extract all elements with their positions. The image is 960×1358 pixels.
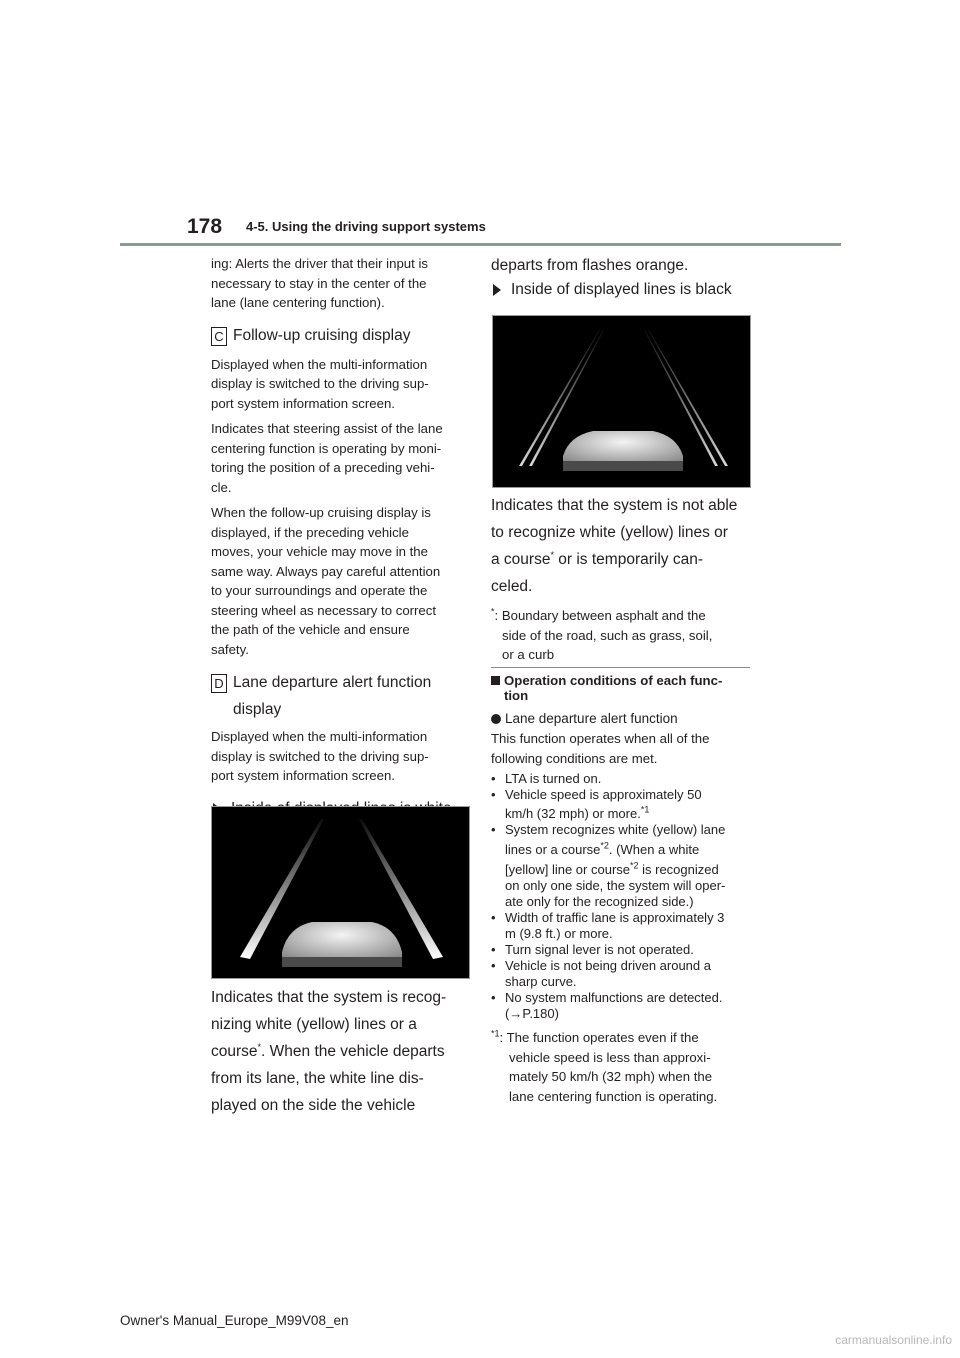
- list-item: • System recognizes white (yellow) lane lines or a course$^{*2}$. (When a white [yellow] line or course$^{*2}$ is recognized on only one side, the system will oper- ate only for the recognized side.): [491, 822, 726, 909]
- text-line: [491, 546, 756, 573]
- black-lines-illustration: [493, 316, 751, 488]
- lda-intro: [491, 729, 756, 768]
- text-span: [yellow] line or course: [505, 862, 630, 877]
- text-line: from its lane, the white line dis-: [211, 1070, 424, 1087]
- text-span: a course: [491, 551, 551, 568]
- footnote-mark: *: [491, 606, 495, 617]
- watermark: carmanualsonline.info: [835, 1333, 952, 1347]
- text-line: mately 50 km/h (32 mph) when the: [509, 1069, 713, 1084]
- text-span: km/h (32 mph) or more.: [505, 806, 641, 821]
- text-line: When the follow-up cruising display is: [211, 505, 431, 520]
- section-c-heading: [211, 322, 471, 349]
- lda-heading: [491, 711, 756, 726]
- white-lines-display-image: [211, 806, 470, 979]
- white-lines-illustration: [212, 807, 470, 979]
- section-d-heading: [211, 669, 471, 696]
- manual-footer: Owner's Manual_Europe_M99V08_en: [120, 1313, 349, 1328]
- bullet-black: [491, 281, 751, 299]
- op-heading: [491, 673, 756, 703]
- text-span: : Boundary between asphalt and the: [494, 608, 706, 623]
- text-line: same way. Always pay careful attention: [211, 563, 441, 579]
- list-item: • Vehicle is not being driven around a sharp curve.: [491, 958, 711, 989]
- text-line: lane centering function is operating.: [509, 1088, 718, 1104]
- text-span: ate only for the recognized side.): [505, 894, 694, 909]
- text-span: Vehicle speed is approximately 50: [505, 787, 702, 802]
- label-d-icon: D: [211, 674, 227, 693]
- list-item: • Vehicle speed is approximately 50 km/h (32 mph) or more.$^{*1}$: [491, 787, 702, 821]
- section-d-title: Lane departure alert function: [233, 674, 432, 691]
- square-bullet-icon: [491, 676, 500, 685]
- text-span: Width of traffic lane is approximately 3: [505, 910, 725, 925]
- text-line: following conditions are met.: [491, 750, 658, 766]
- text-span: Vehicle is not being driven around a: [505, 958, 711, 973]
- text-line: moves, your vehicle may move in the: [211, 544, 428, 559]
- text-line: port system information screen.: [211, 395, 395, 411]
- text-line: departs from flashes orange.: [491, 257, 689, 274]
- text-span: No system malfunctions are detected.: [505, 990, 723, 1005]
- left-column: [211, 254, 471, 818]
- text-line: [491, 1028, 756, 1048]
- text-line: Displayed when the multi-information: [211, 729, 428, 744]
- text-span: . When the vehicle departs: [261, 1043, 445, 1060]
- black-description: [491, 492, 756, 665]
- text-line: displayed, if the preceding vehicle: [211, 524, 409, 540]
- intro-line: necessary to stay in the center of the: [211, 275, 427, 291]
- black-lines-display-image: [492, 315, 751, 488]
- footnote-mark: *: [550, 549, 554, 560]
- text-span: is recognized: [638, 862, 719, 877]
- text-span: or is temporarily can-: [553, 551, 703, 568]
- label-c-icon: C: [211, 327, 227, 346]
- section-c-para-2: [211, 419, 471, 497]
- intro-line: lane (lane centering function).: [211, 295, 385, 310]
- section-c-para-1: [211, 355, 471, 414]
- footnote-mark: *2: [630, 860, 639, 871]
- text-line: to your surroundings and operate the: [211, 583, 428, 598]
- section-d-para-1: [211, 727, 471, 786]
- text-span: . (When a white: [608, 842, 700, 857]
- section-title: 4-5. Using the driving support systems: [246, 219, 486, 234]
- operation-conditions: [491, 673, 756, 1106]
- text-line: the path of the vehicle and ensure: [211, 622, 410, 637]
- bullet-black-text: Inside of displayed lines is black: [511, 281, 732, 298]
- text-line: display is switched to the driving sup-: [211, 376, 429, 391]
- text-line: Indicates that the system is recog-: [211, 989, 447, 1006]
- section-d-title-cont: display: [233, 701, 282, 718]
- text-line: to recognize white (yellow) lines or: [491, 524, 728, 541]
- list-item: • No system malfunctions are detected. (→P.180): [491, 990, 723, 1021]
- section-c-title: Follow-up cruising display: [233, 326, 411, 344]
- intro-line: ing: Alerts the driver that their input is: [211, 256, 428, 271]
- text-line: celed.: [491, 578, 533, 595]
- text-line: played on the side the vehicle: [211, 1097, 416, 1114]
- text-span: Turn signal lever is not operated.: [505, 942, 694, 957]
- conditions-list: [491, 771, 756, 1022]
- text-line: Displayed when the multi-information: [211, 356, 428, 372]
- footnote-mark: *: [257, 1041, 262, 1052]
- footnote-speed: [491, 1028, 756, 1106]
- text-line: or a curb: [502, 647, 555, 662]
- text-span: on only one side, the system will oper-: [505, 878, 726, 893]
- text-line: [211, 1038, 471, 1065]
- text-span: sharp curve.: [505, 974, 577, 989]
- list-item: • Turn signal lever is not operated.: [491, 942, 694, 957]
- text-line: Indicates that steering assist of the lane: [211, 421, 443, 436]
- page-reference-link[interactable]: (→P.180): [505, 1006, 559, 1021]
- right-column-top: [491, 252, 751, 299]
- text-line: cle.: [211, 479, 232, 495]
- footnote-mark: *1: [640, 804, 650, 815]
- text-line: steering wheel as necessary to correct: [211, 602, 437, 618]
- white-description: [211, 984, 471, 1119]
- text-line: [491, 606, 756, 626]
- text-span: System recognizes white (yellow) lane: [505, 822, 726, 837]
- op-title-line: Operation conditions of each func-: [504, 673, 723, 688]
- text-line: display is switched to the driving sup-: [211, 748, 429, 764]
- text-line: side of the road, such as grass, soil,: [502, 627, 713, 643]
- text-span: lines or a course: [505, 842, 601, 857]
- text-span: m (9.8 ft.) or more.: [505, 926, 613, 941]
- text-line: safety.: [211, 641, 249, 657]
- text-line: toring the position of a preceding vehi-: [211, 460, 435, 475]
- footnote-course: [491, 606, 756, 665]
- text-span: course: [211, 1043, 258, 1060]
- text-line: This function operates when all of the: [491, 731, 710, 746]
- triangle-bullet-icon: [493, 284, 501, 296]
- list-item: • LTA is turned on.: [491, 771, 602, 786]
- footnote-mark: *2: [600, 840, 609, 851]
- text-line: vehicle speed is less than approxi-: [509, 1049, 711, 1065]
- page-number: 178: [187, 215, 223, 238]
- text-line: centering function is operating by moni-: [211, 440, 442, 456]
- header-rule: [120, 243, 841, 246]
- op-title-line: tion: [504, 688, 529, 703]
- section-c-para-3: [211, 503, 471, 659]
- lda-label: Lane departure alert function: [505, 711, 678, 726]
- text-line: nizing white (yellow) lines or a: [211, 1016, 417, 1033]
- section-divider: [491, 667, 750, 668]
- text-line: Indicates that the system is not able: [491, 497, 738, 514]
- footnote-mark: *1: [491, 1028, 500, 1039]
- text-span: LTA is turned on.: [505, 771, 602, 786]
- text-span: : The function operates even if the: [499, 1030, 699, 1045]
- circle-bullet-icon: [491, 714, 501, 724]
- text-line: port system information screen.: [211, 768, 395, 783]
- list-item: • Width of traffic lane is approximately 3 m (9.8 ft.) or more.: [491, 910, 725, 941]
